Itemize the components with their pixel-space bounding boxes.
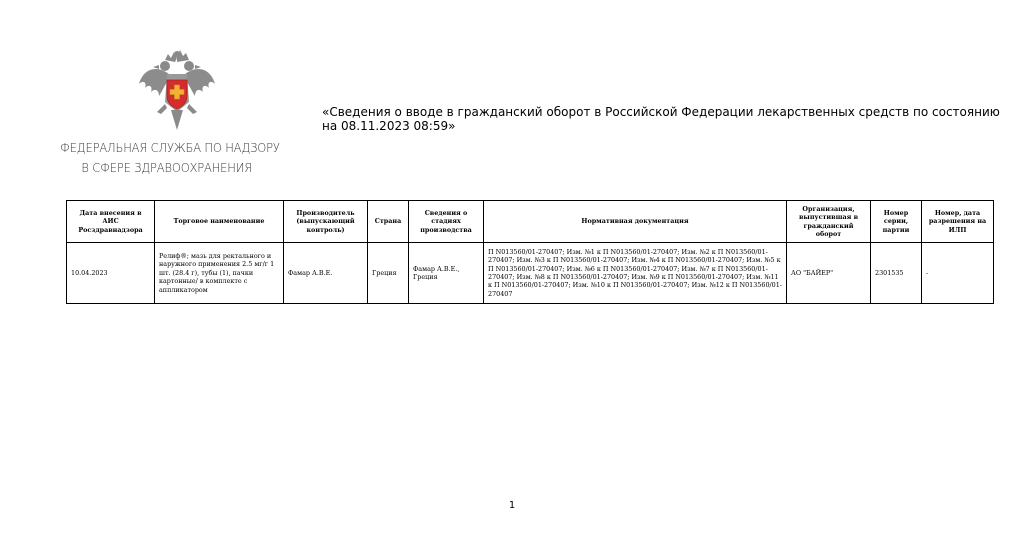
cell-country: Греция <box>368 243 409 304</box>
column-header-permit: Номер, дата разрешения на ИЛП <box>922 201 994 243</box>
column-header-production-stages: Сведения о стадиях производства <box>409 201 484 243</box>
medicines-table <box>66 200 994 304</box>
column-header-country: Страна <box>368 201 409 243</box>
agency-name-line1: ФЕДЕРАЛЬНАЯ СЛУЖБА ПО НАДЗОРУ <box>60 140 280 155</box>
cell-organization: АО "БАЙЕР" <box>787 243 871 304</box>
table-row <box>67 243 994 304</box>
page-number: 1 <box>508 500 516 511</box>
column-header-batch-number: Номер серии, партии <box>871 201 922 243</box>
cell-date: 10.04.2023 <box>67 243 155 304</box>
double-headed-eagle-emblem-icon <box>135 50 219 134</box>
table-header-row <box>67 201 994 243</box>
report-title: «Сведения о вводе в гражданский оборот в Российской Федерации лекарственных средств по состоянию на 08.11.2023 08:59» <box>322 105 1000 133</box>
column-header-regulatory-docs: Нормативная документация <box>484 201 787 243</box>
agency-name-line2: В СФЕРЕ ЗДРАВООХРАНЕНИЯ <box>81 160 253 175</box>
cell-regulatory-docs: П N013560/01-270407; Изм. №1 к П N013560/01-270407; Изм. №2 к П N013560/01-270407; Изм. №3 к П N013560/01-270407; Изм. №4 к П N013560/01-270407; Изм. №5 к П N013560/01-270407; Изм. №6 к П N013560/01-270407; Изм. №7 к П N013560/01-270407; Изм. №8 к П N013560/01-270407; Изм. №9 к П N013560/01-270407; Изм. №11 к П N013560/01-270407; Изм. №10 к П N013560/01-270407; Изм. №12 к П N013560/01-270407 <box>484 243 787 304</box>
column-header-trade-name: Торговое наименование <box>155 201 284 243</box>
column-header-date: Дата внесения в АИС Росздравнадзора <box>67 201 155 243</box>
column-header-manufacturer: Производитель (выпускающий контроль) <box>284 201 368 243</box>
agency-name <box>60 138 280 178</box>
cell-batch-number: 2301535 <box>871 243 922 304</box>
cell-manufacturer: Фамар А.В.Е. <box>284 243 368 304</box>
cell-trade-name: Релиф®; мазь для ректального и наружного применения 2.5 мг/г 1 шт. (28.4 г), тубы (1), пачки картонные/ в комплекте с аппликатором <box>155 243 284 304</box>
agency-logo <box>60 50 292 178</box>
cell-permit: - <box>922 243 994 304</box>
cell-production-stages: Фамар А.В.Е., Греция <box>409 243 484 304</box>
column-header-organization: Организация, выпустившая в гражданский оборот <box>787 201 871 243</box>
